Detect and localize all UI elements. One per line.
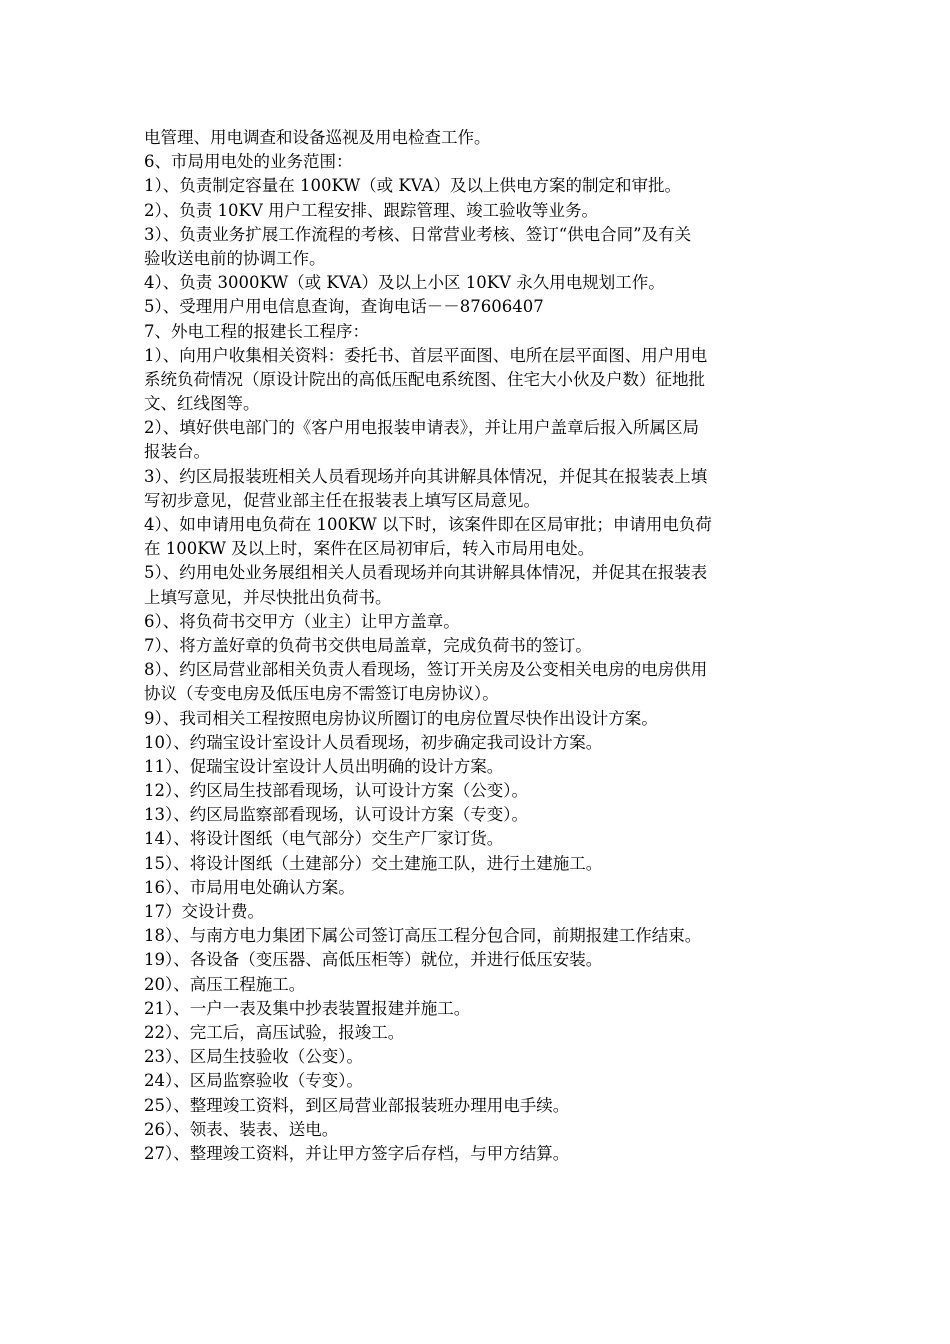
document-body <box>144 126 810 1166</box>
text-line: 1）、负责制定容量在 100KW（或 KVA）及以上供电方案的制定和审批。 <box>144 176 681 196</box>
text-line: 2）、填好供电部门的《客户用电报装申请表》，并让用户盖章后报入所属区局 <box>144 418 699 438</box>
text-line: 12）、约区局生技部看现场，认可设计方案（公变）。 <box>144 781 528 801</box>
text-line: 上填写意见，并尽快批出负荷书。 <box>144 587 392 607</box>
text-line: 3）、约区局报装班相关人员看现场并向其讲解具体情况，并促其在报装表上填 <box>144 466 708 486</box>
text-line: 14）、将设计图纸（电气部分）交生产厂家订货。 <box>144 829 504 849</box>
text-line: 27）、整理竣工资料，并让甲方签字后存档，与甲方结算。 <box>144 1143 570 1163</box>
text-line: 22）、完工后，高压试验，报竣工。 <box>144 1022 405 1042</box>
text-line: 协议（专变电房及低压电房不需签订电房协议）。 <box>144 684 499 704</box>
text-line: 5）、受理用户用电信息查询，查询电话－－87606407 <box>144 297 544 317</box>
text-line: 2）、负责 10KV 用户工程安排、跟踪管理、竣工验收等业务。 <box>144 200 598 220</box>
text-line: 3）、负责业务扩展工作流程的考核、日常营业考核、签订“供电合同”及有关 <box>144 224 692 244</box>
text-line: 13）、约区局监察部看现场，认可设计方案（专变）。 <box>144 805 528 825</box>
text-line: 6）、将负荷书交甲方（业主）让甲方盖章。 <box>144 611 460 631</box>
text-line: 4）、负责 3000KW（或 KVA）及以上小区 10KV 永久用电规划工作。 <box>144 273 665 293</box>
text-line: 11）、促瑞宝设计室设计人员出明确的设计方案。 <box>144 756 504 776</box>
text-line: 7、外电工程的报建长工程序： <box>144 321 369 341</box>
text-line: 1）、向用户收集相关资料：委托书、首层平面图、电所在层平面图、用户用电 <box>144 345 708 365</box>
text-line: 26）、领表、装表、送电。 <box>144 1119 339 1139</box>
text-line: 15）、将设计图纸（土建部分）交土建施工队，进行土建施工。 <box>144 853 603 873</box>
text-line: 验收送电前的协调工作。 <box>144 248 326 268</box>
text-line: 文、红线图等。 <box>144 394 260 414</box>
text-line: 6、市局用电处的业务范围： <box>144 152 353 172</box>
text-line: 8）、约区局营业部相关负责人看现场，签订开关房及公变相关电房的电房供用 <box>144 660 708 680</box>
text-line: 9）、我司相关工程按照电房协议所圈订的电房位置尽快作出设计方案。 <box>144 708 658 728</box>
text-line: 19）、各设备（变压器、高低压柜等）就位，并进行低压安装。 <box>144 950 603 970</box>
text-line: 写初步意见，促营业部主任在报装表上填写区局意见。 <box>144 490 540 510</box>
text-line: 系统负荷情况（原设计院出的高低压配电系统图、住宅大小伙及户数）征地批 <box>144 369 705 389</box>
text-line: 报装台。 <box>144 442 210 462</box>
text-line: 5）、约用电处业务展组相关人员看现场并向其讲解具体情况，并促其在报装表 <box>144 563 708 583</box>
text-line: 10）、约瑞宝设计室设计人员看现场，初步确定我司设计方案。 <box>144 732 603 752</box>
text-line: 16）、市局用电处确认方案。 <box>144 877 355 897</box>
text-line: 25）、整理竣工资料，到区局营业部报装班办理用电手续。 <box>144 1095 570 1115</box>
text-line: 18）、与南方电力集团下属公司签订高压工程分包合同，前期报建工作结束。 <box>144 926 702 946</box>
text-line: 在 100KW 及以上时，案件在区局初审后，转入市局用电处。 <box>144 539 595 559</box>
text-line: 23）、区局生技验收（公变）。 <box>144 1047 363 1067</box>
text-line: 17）交设计费。 <box>144 902 264 921</box>
text-line: 7）、将方盖好章的负荷书交供电局盖章，完成负荷书的签订。 <box>144 635 592 655</box>
text-line: 电管理、用电调查和设备巡视及用电检查工作。 <box>144 128 491 147</box>
text-line: 21）、一户一表及集中抄表装置报建并施工。 <box>144 998 471 1018</box>
text-line: 4）、如申请用电负荷在 100KW 以下时，该案件即在区局审批；申请用电负荷 <box>144 515 712 534</box>
text-line: 24）、区局监察验收（专变）。 <box>144 1071 363 1091</box>
text-line: 20）、高压工程施工。 <box>144 974 306 994</box>
